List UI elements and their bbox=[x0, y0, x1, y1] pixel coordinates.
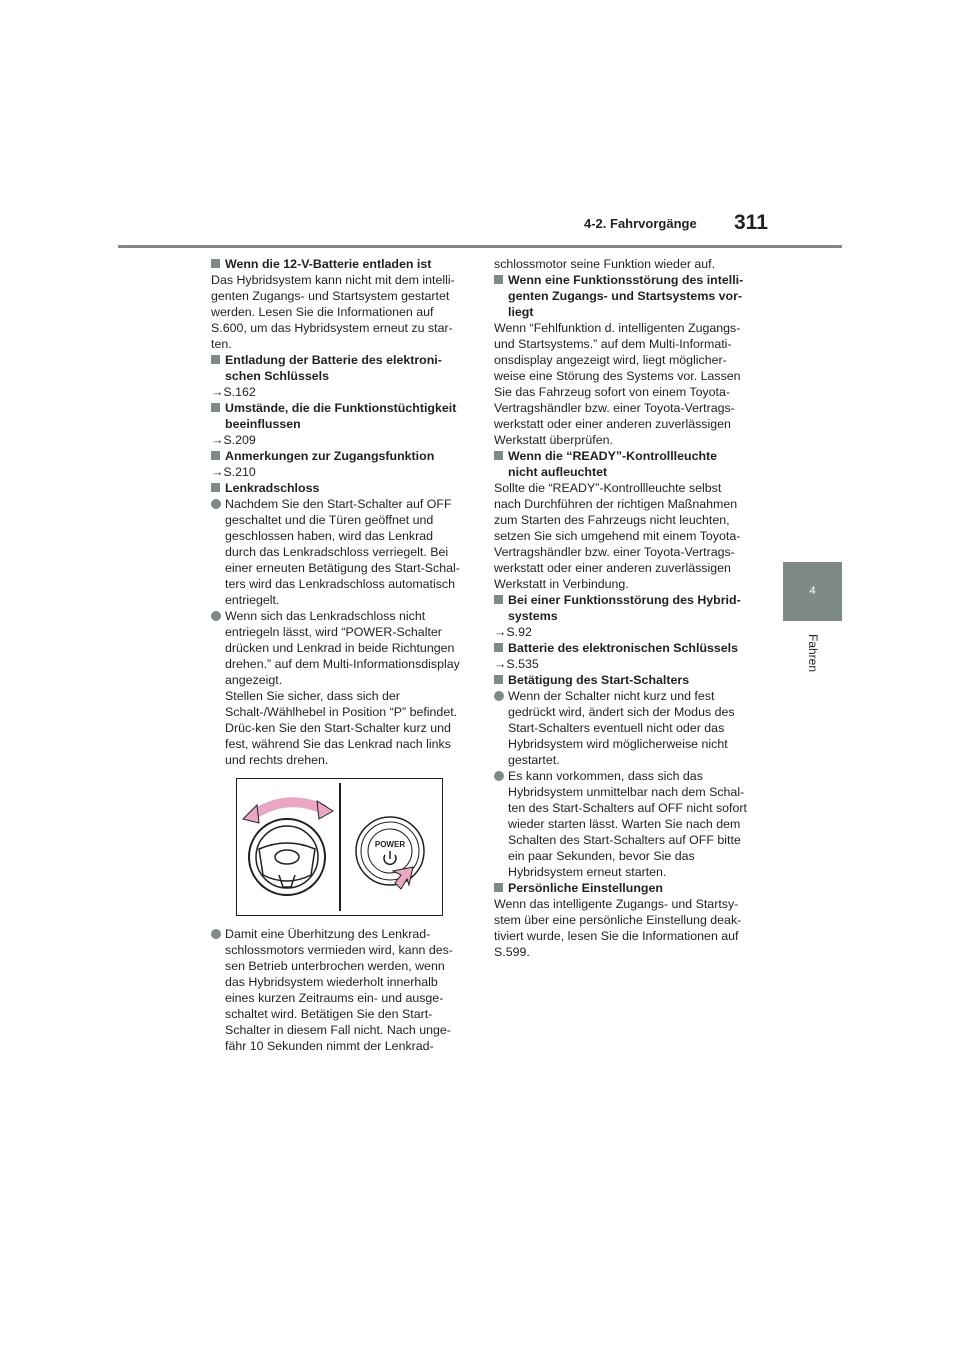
chapter-tab: 4 bbox=[783, 562, 842, 621]
power-button-label: POWER bbox=[374, 840, 406, 849]
page-reference: →S.92 bbox=[494, 625, 532, 639]
header-rule bbox=[118, 245, 842, 248]
heading-start-switch: Betätigung des Start-Schalters bbox=[494, 672, 750, 688]
page-reference: →S.535 bbox=[494, 657, 539, 671]
bullet-steering-lock-1: Nachdem Sie den Start-Schalter auf OFF geschaltet und die Türen geöffnet und geschlossen haben, wird das Lenkrad durch das Lenkradschloss verriegelt. Bei einer erneuten Betätigung des Start-Schal-ters wird das Lenkradschloss automatisch entriegelt. bbox=[211, 496, 467, 608]
left-column bbox=[211, 256, 467, 1054]
page-reference: →S.210 bbox=[211, 465, 256, 479]
heading-steering-lock: Lenkradschloss bbox=[211, 480, 467, 496]
heading-key-battery-2: Batterie des elektronischen Schlüssels bbox=[494, 640, 750, 656]
steering-power-figure bbox=[236, 778, 443, 916]
chapter-tab-label: Fahren bbox=[806, 633, 820, 673]
paragraph-personal-settings: Wenn das intelligente Zugangs- und Startsy-stem über eine persönliche Einstellung deak-tiviert wurde, lesen Sie die Informationen auf S.599. bbox=[494, 897, 742, 959]
running-header-section: 4-2. Fahrvorgänge bbox=[584, 216, 697, 231]
steering-power-illustration bbox=[237, 779, 442, 915]
heading-system-malfunction: Wenn eine Funktionsstörung des intelli-genten Zugangs- und Startsystems vor-liegt bbox=[494, 272, 750, 320]
heading-key-battery: Entladung der Batterie des elektroni-schen Schlüssels bbox=[211, 352, 467, 384]
continued-text: schlossmotor seine Funktion wieder auf. bbox=[494, 257, 716, 271]
heading-entry-notes: Anmerkungen zur Zugangsfunktion bbox=[211, 448, 467, 464]
paragraph-ready-light: Sollte die “READY”-Kontrollleuchte selbst nach Durchführen der richtigen Maßnahmen zum Starten des Fahrzeugs nicht leuchten, setzen Sie sich umgehend mit einem Toyota-Vertragshändler bzw. einer Toyota-Vertrags-werkstatt oder einer anderen zuverlässigen Werkstatt in Verbindung. bbox=[494, 481, 741, 591]
heading-ready-light: Wenn die “READY”-Kontrollleuchte nicht aufleuchtet bbox=[494, 448, 750, 480]
bullet-start-switch-2: Es kann vorkommen, dass sich das Hybridsystem unmittelbar nach dem Schal-ten des Start-Schalters auf OFF nicht sofort wieder starten lässt. Warten Sie nach dem Schalten des Start-Schalters auf OFF bitte ein paar Sekunden, bevor Sie das Hybridsystem erneut starten. bbox=[494, 768, 750, 880]
bullet-start-switch-1: Wenn der Schalter nicht kurz und fest gedrückt wird, ändert sich der Modus des Start-Schalters eventuell nicht oder das Hybridsystem wird möglicherweise nicht gestartet. bbox=[494, 688, 750, 768]
page-number: 311 bbox=[734, 211, 768, 234]
page-reference: →S.209 bbox=[211, 433, 256, 447]
bullet-text: Wenn sich das Lenkradschloss nicht entriegeln lässt, wird “POWER-Schalter drücken und Lenkrad in beide Richtungen drehen.” auf dem Multi-Informationsdisplay angezeigt. bbox=[225, 609, 460, 687]
bullet-text: Stellen Sie sicher, dass sich der Schalt-/Wählhebel in Position “P” befindet. Drüc-ken Sie den Start-Schalter kurz und fest, während Sie das Lenkrad nach links und rechts drehen. bbox=[225, 689, 458, 767]
heading-battery-discharged: Wenn die 12-V-Batterie entladen ist bbox=[211, 256, 467, 272]
paragraph-battery-discharged: Das Hybridsystem kann nicht mit dem intelli-genten Zugangs- und Startsystem gestartet werden. Lesen Sie die Informationen auf S.600, um das Hybridsystem erneut zu star-ten. bbox=[211, 273, 455, 351]
bullet-steering-lock-3: Damit eine Überhitzung des Lenkrad-schlossmotors vermieden wird, kann des-sen Betrieb unterbrochen werden, wenn das Hybridsystem wiederholt innerhalb eines kurzen Zeitraums ein- und ausge-schaltet wird. Betätigen Sie den Start-Schalter in diesem Fall nicht. Nach unge-fähr 10 Sekunden nimmt der Lenkrad- bbox=[211, 926, 467, 1054]
page-reference: →S.162 bbox=[211, 385, 256, 399]
right-column bbox=[494, 256, 750, 960]
heading-hybrid-malfunction: Bei einer Funktionsstörung des Hybrid-systems bbox=[494, 592, 750, 624]
paragraph-system-malfunction: Wenn “Fehlfunktion d. intelligenten Zugangs- und Startsystems.” auf dem Multi-Informati-onsdisplay angezeigt wird, liegt möglicher-weise eine Störung des Systems vor. Lassen Sie das Fahrzeug sofort von einem Toyota-Vertragshändler bzw. einer Toyota-Vertrags-werkstatt oder einer anderen zuverlässigen Werkstatt überprüfen. bbox=[494, 321, 741, 447]
heading-function-factors: Umstände, die die Funktionstüchtigkeit beeinflussen bbox=[211, 400, 467, 432]
bullet-steering-lock-2 bbox=[211, 608, 467, 768]
heading-personal-settings: Persönliche Einstellungen bbox=[494, 880, 750, 896]
